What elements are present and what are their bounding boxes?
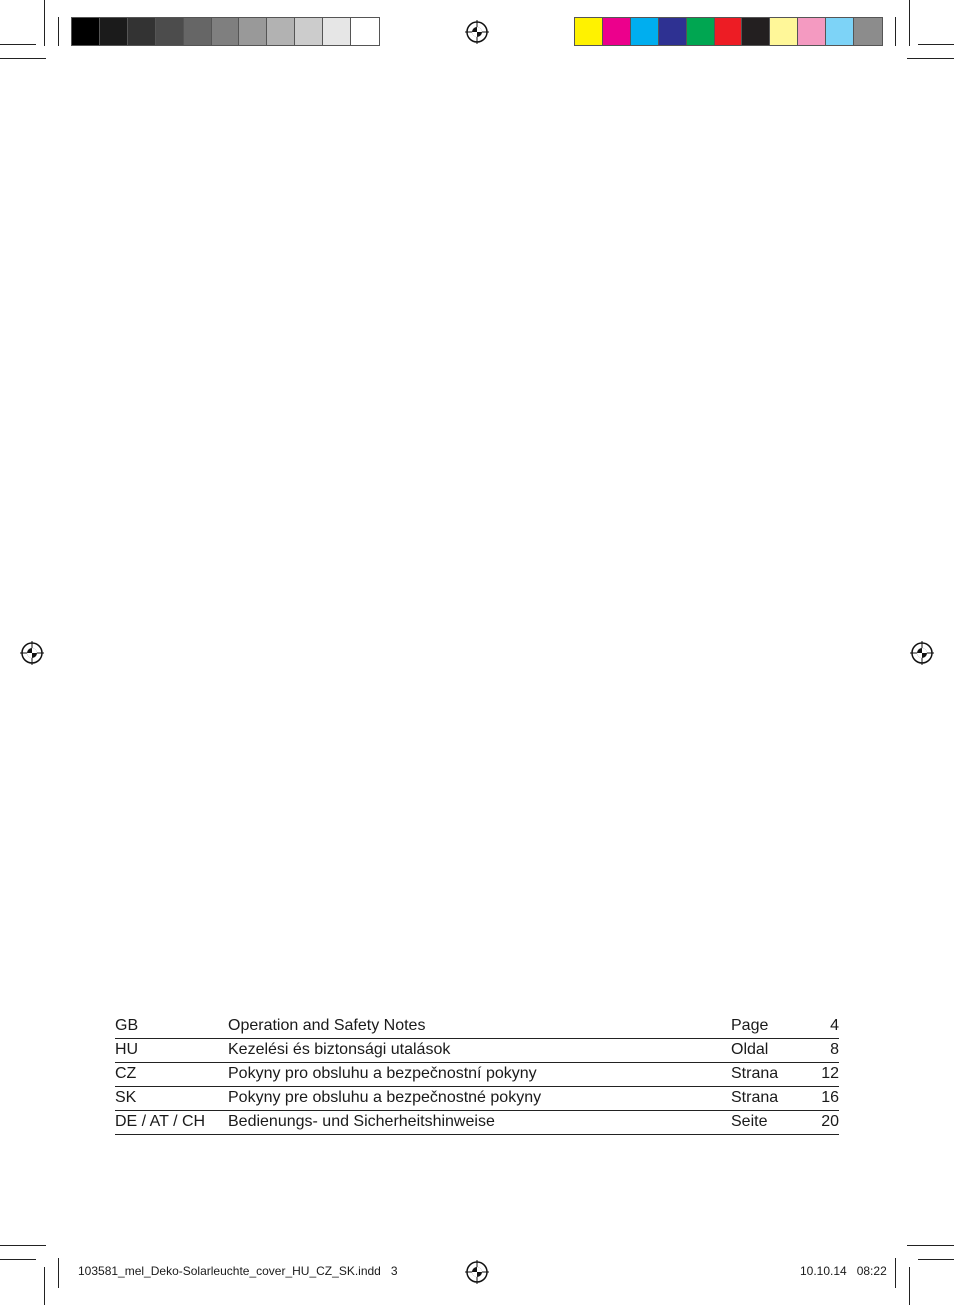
crop-mark bbox=[909, 1267, 910, 1305]
color-swatch bbox=[742, 18, 770, 45]
slug-date-time: 10.10.14 08:22 bbox=[800, 1264, 887, 1278]
color-swatch bbox=[798, 18, 826, 45]
color-swatch bbox=[659, 18, 687, 45]
crop-mark bbox=[895, 1258, 896, 1288]
toc-language-code: SK bbox=[115, 1089, 137, 1106]
toc-row-hu[interactable] bbox=[115, 1039, 839, 1063]
color-swatch bbox=[184, 18, 212, 45]
crop-mark bbox=[909, 0, 910, 46]
toc-page-number: 16 bbox=[821, 1089, 839, 1106]
toc-language-code: GB bbox=[115, 1017, 139, 1034]
color-swatch bbox=[267, 18, 295, 45]
slug-file-name: 103581_mel_Deko-Solarleuchte_cover_HU_CZ_SK.indd 3 bbox=[78, 1264, 398, 1278]
toc-title: Pokyny pro obsluhu a bezpečnostní pokyny bbox=[228, 1065, 537, 1082]
crop-mark bbox=[0, 58, 46, 59]
toc-page-word: Seite bbox=[731, 1113, 768, 1130]
registration-mark-icon bbox=[20, 641, 44, 665]
grayscale-color-bar bbox=[71, 17, 380, 46]
process-color-bar bbox=[574, 17, 883, 46]
toc-page-number: 12 bbox=[821, 1065, 839, 1082]
crop-mark bbox=[0, 1259, 36, 1260]
crop-mark bbox=[58, 1258, 59, 1288]
toc-page-word: Strana bbox=[731, 1065, 779, 1082]
toc-title: Kezelési és biztonsági utalások bbox=[228, 1041, 451, 1058]
toc-title: Pokyny pre obsluhu a bezpečnostné pokyny bbox=[228, 1089, 542, 1106]
registration-mark-icon bbox=[465, 1260, 489, 1284]
color-swatch bbox=[826, 18, 854, 45]
toc-page-number: 20 bbox=[821, 1113, 839, 1130]
toc-page-word: Oldal bbox=[731, 1041, 769, 1058]
color-swatch bbox=[156, 18, 184, 45]
color-swatch bbox=[631, 18, 659, 45]
color-swatch bbox=[72, 18, 100, 45]
color-swatch bbox=[100, 18, 128, 45]
color-swatch bbox=[323, 18, 351, 45]
color-swatch bbox=[603, 18, 631, 45]
color-swatch bbox=[295, 18, 323, 45]
toc-language-code: DE / AT / CH bbox=[115, 1113, 206, 1130]
crop-mark bbox=[907, 1245, 954, 1246]
toc-page-word: Page bbox=[731, 1017, 769, 1034]
crop-mark bbox=[0, 1245, 46, 1246]
toc-row-sk[interactable] bbox=[115, 1087, 839, 1111]
color-swatch bbox=[715, 18, 743, 45]
color-swatch bbox=[128, 18, 156, 45]
crop-mark bbox=[907, 58, 954, 59]
registration-mark-icon bbox=[465, 20, 489, 44]
toc-row-gb[interactable] bbox=[115, 1015, 839, 1039]
color-swatch bbox=[212, 18, 240, 45]
toc-language-code: HU bbox=[115, 1041, 139, 1058]
toc-page-number: 4 bbox=[830, 1017, 839, 1034]
toc-page-number: 8 bbox=[830, 1041, 839, 1058]
crop-mark bbox=[44, 1267, 45, 1305]
crop-mark bbox=[0, 44, 36, 45]
toc-language-code: CZ bbox=[115, 1065, 137, 1082]
registration-mark-icon bbox=[910, 641, 934, 665]
crop-mark bbox=[895, 17, 896, 46]
crop-mark bbox=[44, 0, 45, 46]
toc-title: Operation and Safety Notes bbox=[228, 1017, 426, 1034]
crop-mark bbox=[918, 44, 954, 45]
color-swatch bbox=[351, 18, 379, 45]
crop-mark bbox=[58, 17, 59, 46]
color-swatch bbox=[575, 18, 603, 45]
color-swatch bbox=[854, 18, 882, 45]
table-of-contents bbox=[115, 1015, 839, 1135]
color-swatch bbox=[687, 18, 715, 45]
toc-page-word: Strana bbox=[731, 1089, 779, 1106]
toc-row-de-at-ch[interactable] bbox=[115, 1111, 839, 1135]
toc-title: Bedienungs- und Sicherheitshinweise bbox=[228, 1113, 495, 1130]
color-swatch bbox=[239, 18, 267, 45]
crop-mark bbox=[918, 1259, 954, 1260]
toc-row-cz[interactable] bbox=[115, 1063, 839, 1087]
color-swatch bbox=[770, 18, 798, 45]
